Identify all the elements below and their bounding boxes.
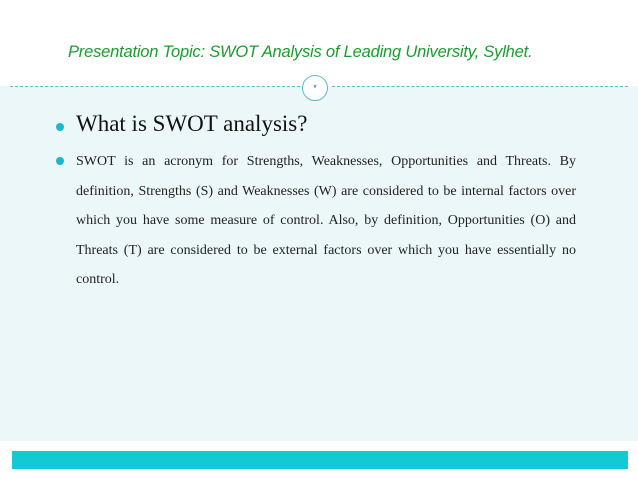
slide-paragraph: SWOT is an acronym for Strengths, Weaknesses, Opportunities and Threats. By definition, Strengths (S) and Weaknesses (W) are considered to be internal factors over which you have some measure of control. Also, by definition, Opportunities (O) and Threats (T) are considered to be external factors over which you have essentially no control.	[76, 154, 576, 288]
header-divider-left	[10, 86, 300, 87]
slide-title: Presentation Topic: SWOT Analysis of Leading University, Sylhet.	[68, 43, 533, 61]
header-divider-right	[332, 86, 628, 87]
round-bullet-icon	[56, 157, 64, 165]
slide-header	[0, 0, 638, 86]
page-number-badge: *	[302, 75, 328, 101]
slide-heading: What is SWOT analysis?	[76, 111, 308, 136]
round-bullet-icon	[56, 123, 64, 131]
footer-bar	[12, 451, 628, 469]
